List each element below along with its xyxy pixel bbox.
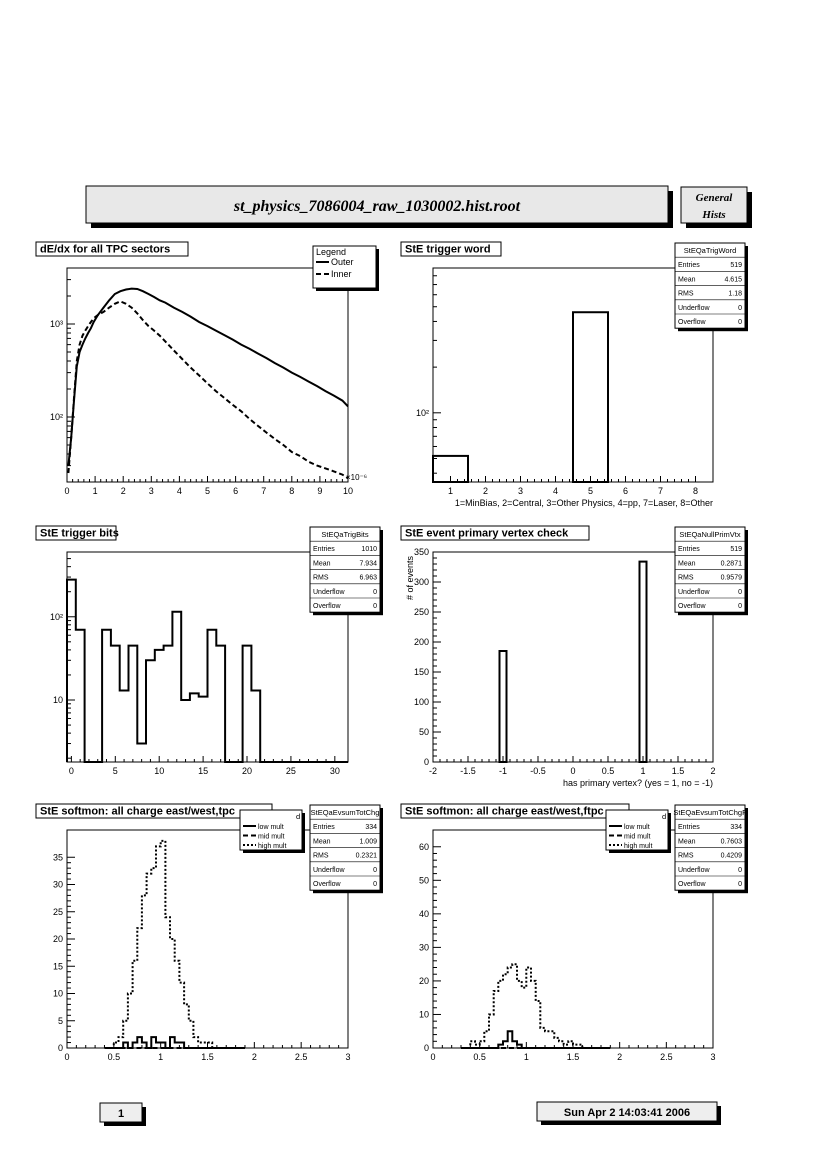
stats-value: 4.615 — [724, 276, 742, 284]
stats-label: Underflow — [678, 866, 710, 874]
x-axis-label: has primary vertex? (yes = 1, no = -1) — [562, 778, 713, 788]
legend-entry: Inner — [331, 269, 352, 279]
stats-value: 0 — [738, 866, 742, 874]
stats-label: Entries — [678, 262, 700, 270]
y-tick-label: 250 — [413, 607, 429, 617]
stats-label: Mean — [678, 560, 696, 568]
legend — [240, 810, 305, 853]
stats-label: Overflow — [678, 603, 706, 610]
x-tick-label: 5 — [587, 486, 594, 496]
file-title: st_physics_7086004_raw_1030002.hist.root — [233, 198, 521, 215]
x-tick-label: 15 — [198, 766, 209, 776]
y-tick-label: 10 — [418, 1009, 429, 1020]
x-tick-label: 3 — [710, 1052, 716, 1062]
stats-value: 0 — [738, 588, 742, 596]
x-tick-label: 25 — [285, 766, 296, 776]
legend-entry: high mult — [258, 843, 287, 850]
legend — [313, 246, 379, 291]
stats-label: RMS — [678, 290, 694, 298]
chart-primvtx — [401, 526, 748, 788]
stats-box — [310, 527, 383, 615]
stats-value: 0 — [373, 588, 377, 596]
stats-label: Underflow — [678, 304, 710, 312]
x-tick-label: 1 — [640, 766, 646, 776]
y-tick-label: 200 — [413, 637, 429, 647]
x-tick-label: 0 — [570, 766, 576, 776]
plot-frame — [67, 830, 348, 1048]
x-tick-label: 2 — [251, 1052, 257, 1062]
x-tick-label: 0 — [68, 766, 74, 776]
y-tick-label: 350 — [413, 547, 429, 557]
y-tick-label: 10² — [49, 611, 63, 622]
stats-value: 0.2871 — [720, 560, 742, 568]
stats-label: Mean — [678, 276, 696, 284]
chart-title: StE event primary vertex check — [405, 527, 569, 540]
x-tick-label: 5 — [204, 486, 211, 496]
chart-dedx — [36, 242, 379, 496]
x-tick-label: -0.5 — [530, 766, 546, 776]
histogram-bar — [640, 562, 647, 762]
histogram-outline — [67, 580, 348, 762]
timestamp: Sun Apr 2 14:03:41 2006 — [563, 1107, 691, 1119]
stats-value: 1.18 — [728, 290, 742, 298]
stats-box — [310, 805, 383, 893]
x-tick-label: 2.5 — [294, 1052, 308, 1062]
legend-title: d — [296, 812, 301, 821]
x-tick-label: 3 — [517, 486, 524, 496]
stats-label: Mean — [678, 838, 696, 846]
stats-value: 0 — [738, 319, 742, 326]
y-tick-label: 10³ — [49, 318, 63, 329]
chart-title: dE/dx for all TPC sectors — [40, 243, 171, 256]
stats-box — [673, 805, 748, 893]
y-tick-label: 25 — [52, 906, 63, 917]
x-axis — [69, 756, 340, 776]
corner-line1: General — [695, 192, 733, 204]
stats-label: Overflow — [313, 603, 341, 610]
y-tick-label: 50 — [418, 727, 429, 737]
x-tick-label: -2 — [428, 766, 438, 776]
stats-value: 0 — [373, 866, 377, 874]
stats-label: Mean — [313, 838, 331, 846]
stats-value: 0.9579 — [720, 574, 742, 582]
general-hists-box — [681, 187, 752, 228]
stats-name: StEQaNullPrimVtx — [679, 530, 741, 539]
chart-title-box — [401, 242, 501, 256]
x-tick-label: 7 — [261, 486, 267, 496]
y-tick-label: 35 — [52, 852, 63, 863]
stats-label: Underflow — [313, 866, 345, 874]
stats-value: 334 — [730, 824, 742, 832]
chart-title: StE softmon: all charge east/west,tpc — [40, 805, 235, 818]
series-line-outer — [68, 289, 348, 466]
x-tick-label: 7 — [657, 486, 664, 496]
y-tick-label: 30 — [418, 942, 429, 953]
y-tick-label: 0 — [423, 757, 429, 767]
stats-box — [675, 527, 748, 615]
x-tick-label: 3 — [345, 1052, 351, 1062]
y-tick-label: 100 — [413, 697, 429, 707]
y-tick-label: 40 — [418, 908, 429, 919]
y-tick-label: 15 — [52, 961, 63, 972]
stats-label: Underflow — [313, 588, 345, 596]
legend-entry: mid mult — [624, 833, 651, 841]
stats-label: Underflow — [678, 588, 710, 596]
x-tick-label: -1 — [498, 766, 508, 776]
data-layer — [433, 312, 608, 482]
file-title-box — [86, 186, 673, 228]
x-tick-label: 0.5 — [601, 766, 615, 776]
y-tick-label: 60 — [418, 841, 429, 852]
stats-value: 334 — [365, 824, 377, 832]
histogram-bar — [573, 312, 608, 482]
x-tick-label: 1 — [92, 486, 98, 496]
x-tick-label: 6 — [233, 486, 239, 496]
chart-title: StE softmon: all charge east/west,ftpc — [405, 805, 604, 818]
stats-value: 519 — [730, 546, 742, 554]
y-tick-label: 50 — [418, 875, 429, 886]
chart-softmon_tpc — [36, 804, 383, 1062]
x-tick-label: 1 — [523, 1052, 529, 1062]
stats-value: 0.7603 — [720, 838, 742, 846]
stats-value: 0 — [738, 881, 742, 888]
legend-entry: high mult — [624, 843, 653, 850]
chart-softmon_ftpc — [401, 804, 748, 1062]
x-tick-label: 0 — [64, 1052, 70, 1062]
y-tick-label: 0 — [423, 1043, 429, 1053]
x-axis — [64, 1042, 350, 1062]
legend-title: d — [662, 812, 667, 821]
x-axis-label: 1=MinBias, 2=Central, 3=Other Physics, 4=pp, 7=Laser, 8=Other — [454, 498, 713, 508]
series-line-high-mult — [461, 964, 610, 1048]
stats-value: 0 — [373, 603, 377, 610]
stats-name: StEQaEvsumTotChg — [310, 808, 380, 817]
x-axis — [429, 756, 716, 788]
x-tick-label: 1.5 — [671, 766, 685, 776]
data-layer — [500, 562, 647, 762]
legend-title: Legend — [316, 247, 347, 257]
x-tick-label: 4 — [176, 486, 182, 496]
data-layer — [67, 580, 348, 762]
stats-label: RMS — [313, 852, 329, 860]
stats-label: Entries — [678, 546, 700, 554]
x-tick-label: 0 — [430, 1052, 436, 1062]
y-tick-label: 20 — [52, 934, 63, 944]
legend — [606, 810, 671, 853]
y-tick-label: 30 — [52, 879, 63, 890]
x-tick-label: 1 — [447, 486, 454, 496]
y-axis-label: # of events — [405, 556, 415, 601]
x-tick-label: -1.5 — [460, 766, 476, 776]
page-number: 1 — [117, 1108, 125, 1120]
series-line-low-mult — [105, 1037, 246, 1048]
chart-title: StE trigger word — [405, 243, 491, 256]
x-tick-label: 3 — [148, 486, 154, 496]
x-tick-label: 20 — [242, 766, 253, 776]
stats-label: Entries — [313, 824, 335, 832]
stats-label: RMS — [313, 574, 329, 582]
legend-entry: low mult — [258, 824, 284, 831]
stats-name: StEQaTrigWord — [683, 246, 737, 255]
x-tick-label: 5 — [112, 766, 118, 776]
stats-value: 0 — [373, 881, 377, 888]
x-axis — [64, 473, 367, 496]
stats-label: Overflow — [678, 881, 706, 888]
stats-label: RMS — [678, 574, 694, 582]
x-tick-label: 9 — [317, 486, 323, 496]
chart-title-box — [36, 804, 272, 818]
stats-value: 1010 — [361, 546, 377, 554]
legend-entry: low mult — [624, 824, 650, 831]
x-tick-label: 10 — [342, 486, 354, 496]
x-tick-label: 6 — [622, 486, 629, 496]
x-tick-label: 1.5 — [566, 1052, 580, 1062]
x-tick-label: 30 — [329, 766, 340, 776]
chart-title-box — [36, 526, 119, 540]
chart-trigbits — [36, 526, 383, 776]
data-layer — [461, 964, 610, 1048]
y-tick-label: 10² — [49, 411, 63, 422]
data-layer — [105, 841, 246, 1048]
stats-value: 0.2321 — [355, 852, 377, 860]
legend-entry: mid mult — [258, 833, 285, 841]
y-tick-label: 10 — [52, 988, 63, 999]
y-axis — [50, 559, 75, 759]
x-tick-label: 2 — [482, 486, 489, 496]
stats-label: Mean — [313, 560, 331, 568]
x-tick-label: 2 — [710, 766, 716, 776]
y-axis — [416, 276, 441, 473]
page-number-box — [100, 1103, 146, 1126]
stats-box — [675, 243, 748, 331]
y-tick-label: 300 — [413, 577, 429, 587]
y-tick-label: 150 — [413, 667, 429, 677]
stats-value: 6.963 — [359, 574, 377, 582]
plot-frame — [433, 552, 713, 762]
chart-title: StE trigger bits — [40, 527, 119, 540]
stats-label: RMS — [678, 852, 694, 860]
y-tick-label: 5 — [57, 1015, 63, 1026]
stats-value: 1.009 — [359, 838, 377, 846]
stats-value: 0 — [738, 603, 742, 610]
stats-value: 0 — [738, 304, 742, 312]
chart-title-box — [401, 804, 629, 818]
stats-value: 0.4209 — [720, 852, 742, 860]
series-line-inner — [68, 301, 348, 478]
series-line-high-mult — [105, 841, 246, 1048]
stats-label: Entries — [313, 546, 335, 554]
data-layer — [68, 289, 348, 479]
chart-title-box — [36, 242, 188, 256]
x-tick-label: 0.5 — [473, 1052, 486, 1062]
x-tick-label: 2.5 — [660, 1052, 673, 1062]
y-axis — [405, 547, 441, 767]
y-tick-label: 10² — [415, 407, 429, 418]
x-tick-label: 8 — [289, 486, 295, 496]
stats-value: 519 — [730, 262, 742, 270]
x-tick-label: 2 — [120, 486, 126, 496]
plot-frame — [433, 830, 713, 1048]
x-tick-label: 1 — [158, 1052, 164, 1062]
chart-trigword — [401, 242, 748, 508]
chart-title-box — [401, 526, 589, 540]
stats-label: Overflow — [678, 319, 706, 326]
x-tick-label: 2 — [617, 1052, 623, 1062]
stats-value: 7.934 — [359, 560, 377, 568]
legend-entry: Outer — [331, 257, 354, 267]
stats-name: StEQaEvsumTotChgF — [673, 808, 747, 817]
y-axis — [53, 852, 75, 1053]
x-exponent-label: ×10⁻⁶ — [346, 473, 368, 482]
x-tick-label: 10 — [154, 766, 165, 776]
x-tick-label: 4 — [552, 486, 559, 496]
x-tick-label: 8 — [692, 486, 699, 496]
y-tick-label: 20 — [418, 975, 429, 986]
x-axis — [448, 476, 713, 508]
x-tick-label: 1.5 — [201, 1052, 214, 1062]
x-tick-label: 0 — [64, 486, 70, 496]
stats-label: Overflow — [313, 881, 341, 888]
timestamp-box — [537, 1102, 721, 1125]
stats-label: Entries — [678, 824, 700, 832]
y-axis — [419, 842, 441, 1053]
y-tick-label: 10 — [52, 695, 63, 706]
charts-grid — [36, 242, 748, 1062]
stats-name: StEQaTrigBits — [321, 530, 369, 539]
y-tick-label: 0 — [57, 1043, 63, 1053]
histogram-bar — [500, 651, 507, 762]
corner-line2: Hists — [702, 209, 726, 221]
x-tick-label: 0.5 — [107, 1052, 121, 1062]
